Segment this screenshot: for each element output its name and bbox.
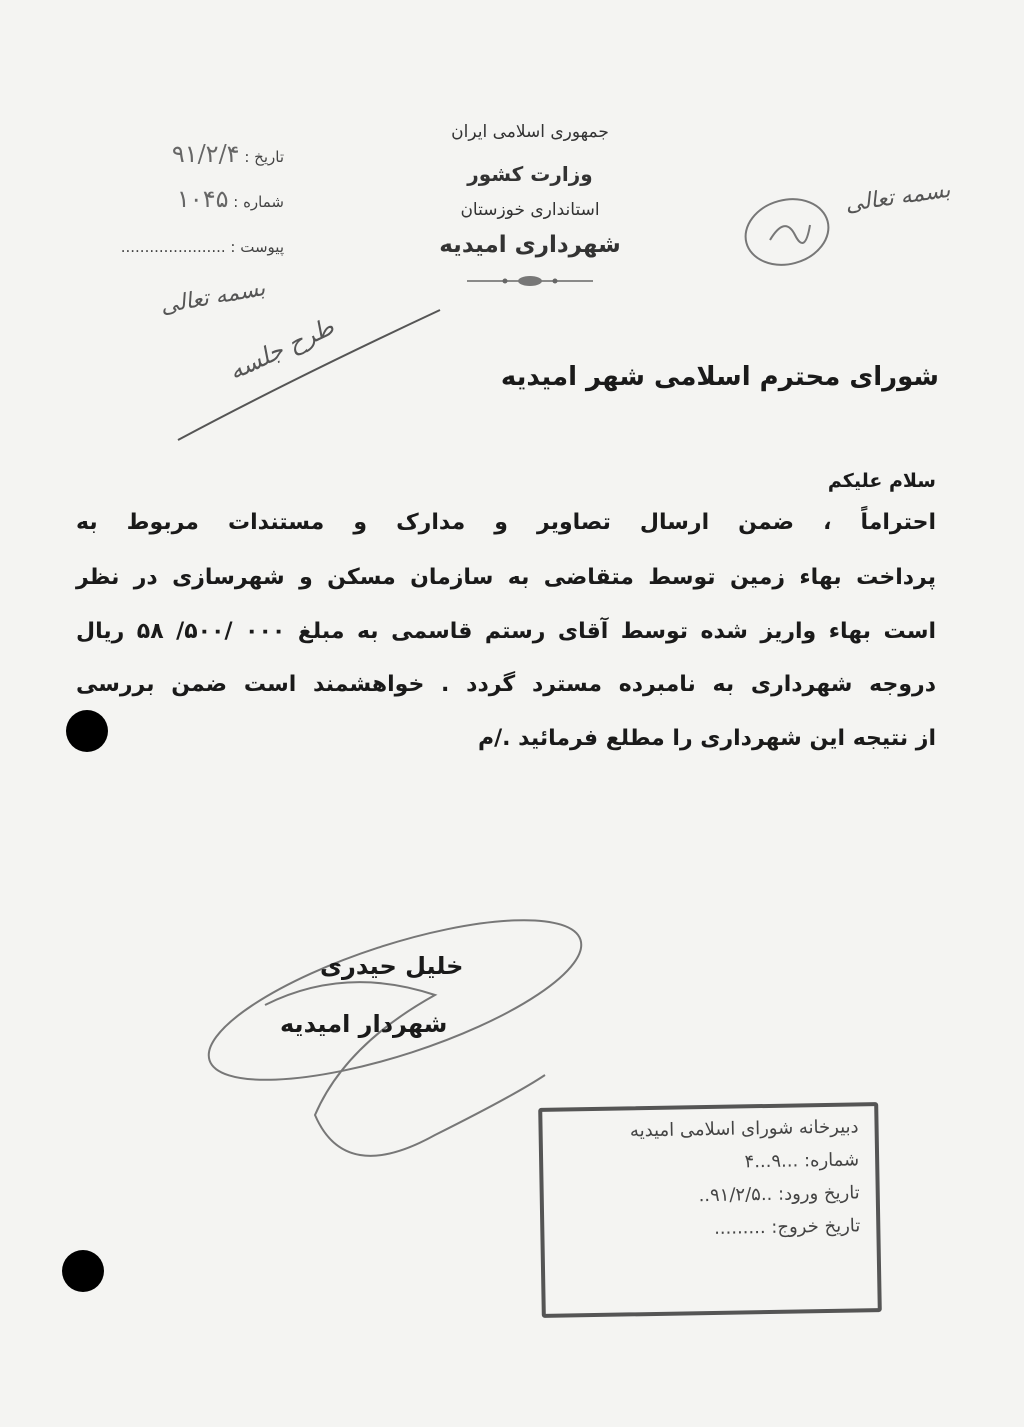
stamp-exit-label: تاریخ خروج: bbox=[771, 1215, 861, 1238]
letterhead-province: استانداری خوزستان bbox=[460, 200, 600, 220]
stamp-title: دبیرخانه شورای اسلامی امیدیه bbox=[629, 1116, 859, 1142]
handwritten-initial-circle bbox=[740, 195, 835, 270]
stamp-number bbox=[559, 1149, 859, 1175]
signer-title: شهردار امیدیه bbox=[280, 1010, 448, 1038]
greeting: سلام علیکم bbox=[827, 470, 936, 492]
stamp-number-label: شماره: bbox=[803, 1149, 860, 1172]
stamp-exit-date bbox=[560, 1215, 860, 1241]
stamp-number-value: ...۹...۴ bbox=[744, 1150, 799, 1173]
body-line-5: از نتیجه این شهرداری را مطلع فرمائید ./م bbox=[477, 726, 936, 751]
body-line-1: احتراماً ، ضمن ارسال تصاویر و مدارک و مستندات مربوط به bbox=[76, 510, 936, 535]
number-field bbox=[44, 185, 284, 213]
signer-name: خلیل حیدری bbox=[320, 952, 464, 980]
stamp-entry-date bbox=[560, 1182, 860, 1208]
handwritten-bismillah: بسمه تعالی bbox=[843, 177, 952, 218]
stamp-exit-value: ......... bbox=[713, 1217, 766, 1239]
attachment-label: پیوست : bbox=[230, 238, 284, 256]
number-label: شماره : bbox=[233, 193, 284, 211]
handwritten-note-2: طرح جلسه bbox=[224, 312, 339, 386]
attachment-field bbox=[44, 238, 284, 256]
punch-hole-top bbox=[66, 710, 108, 752]
date-label: تاریخ : bbox=[244, 148, 284, 166]
handwritten-underline-stroke bbox=[170, 300, 450, 450]
body-line-3: است بهاء واریز شده توسط آقای رستم قاسمی به مبلغ ۰۰۰ /۵۰۰/ ۵۸ ریال bbox=[76, 619, 936, 644]
letterhead-ministry: وزارت کشور bbox=[467, 162, 593, 186]
letterhead-country: جمهوری اسلامی ایران bbox=[451, 122, 609, 142]
body-line-2: پرداخت بهاء زمین توسط متقاضی به سازمان مسکن و شهرسازی در نظر bbox=[76, 565, 936, 590]
date-field bbox=[44, 140, 284, 168]
number-value: ۱۰۴۵ bbox=[176, 185, 229, 213]
council-secretariat-stamp bbox=[538, 1102, 882, 1318]
letterhead-municipality: شهرداری امیدیه bbox=[439, 232, 621, 258]
date-value: ۹۱/۲/۴ bbox=[171, 140, 240, 168]
attachment-value: ...................... bbox=[120, 238, 226, 256]
body-line-4: دروجه شهرداری به نامبرده مسترد گردد . خواهشمند است ضمن بررسی bbox=[76, 672, 936, 697]
recipient-heading: شورای محترم اسلامی شهر امیدیه bbox=[500, 362, 939, 392]
stamp-entry-label: تاریخ ورود: bbox=[777, 1182, 860, 1205]
punch-hole-bottom bbox=[62, 1250, 104, 1292]
stamp-entry-value: ..۹۱/۲/۵.. bbox=[698, 1183, 773, 1207]
handwritten-note-1: بسمه تعالی bbox=[158, 276, 268, 319]
ornament-divider bbox=[465, 274, 595, 288]
